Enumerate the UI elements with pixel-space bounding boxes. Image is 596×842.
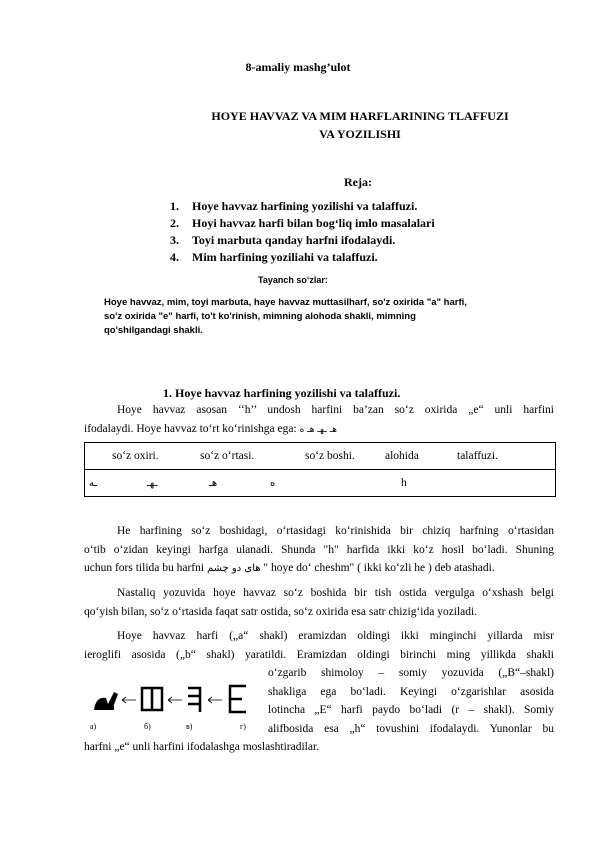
page-title-line2: VA YOZILISHI (319, 127, 401, 141)
keywords-text: Hoye havvaz, mim, toyi marbuta, haye havvaz muttasilharf, so'z oxirida "a" harfi, so'z oxirida "e" harfi, to't ko'rinish, mimning alohoda shakli, mimning qo'shilgandagi shakli. (104, 297, 467, 336)
plan-list (170, 199, 435, 267)
figure-label: в) (186, 722, 193, 731)
table-cell: h (401, 477, 407, 489)
glyph-v-icon (188, 688, 200, 712)
paragraph-history-wrap: o‘zgarib shimoloy – somiy yozuvida („B“–shakl) shakliga ega bo‘ladi. Keyingi o‘zgarishlar asosida lotincha „E“ harfi paydo bo‘ladi (r – shakl). Somiy alifbosida esa „h“ tovushini ifodalaydi. Yunonlar bu (268, 667, 554, 735)
table-header-row (85, 443, 555, 469)
hieroglyph-a-icon (94, 692, 118, 710)
paragraph-intro: Hoye havvaz asosan ‘‘h’’ undosh harfini ba’zan so‘z oxirida „e“ unli harfini ifodalaydi. Hoye havvaz to‘rt ko‘rinishga ega: هـ ـهـ هـ ه (84, 404, 554, 435)
page-title: HOYE HAVVAZ VA MIM HARFLARINING TLAFFUZI (211, 109, 509, 123)
paragraph-history-end: harfni „e“ unli harfini ifodalashga moslashtiradilar. (84, 741, 320, 753)
exercise-header: 8-amaliy mashg’ulot (245, 60, 351, 74)
figure-label: б) (144, 722, 151, 731)
plan-item: 2. Hoyi havvaz harfi bilan bog‘liq imlo masalalari (170, 216, 435, 230)
section-heading: 1. Hoye havvaz harfining yozilishi va talaffuzi. (163, 386, 401, 400)
table-header: alohida (385, 450, 419, 462)
arrow-left-icon (122, 697, 136, 703)
glyph-b-icon (142, 688, 162, 710)
figure-label: a) (90, 722, 97, 731)
figure-label: г) (240, 722, 246, 731)
glyph-e-icon (230, 686, 246, 712)
table-cell: ـه (89, 477, 98, 489)
table-cell: هـ (209, 477, 218, 489)
table-cell: ه (270, 477, 276, 489)
letter-evolution-figure (84, 676, 264, 738)
plan-heading: Reja: (344, 175, 372, 189)
paragraph-he: He harfining so‘z boshidagi, o‘rtasidagi ko‘rinishida bir chiziq harfning o‘rtasidan o‘tib o‘zidan keyingi harfga ulanadi. Shunda "h" harfida ikki ko‘z hosil bo‘ladi. Shuning uchun fors tilida bu harfni های دو چشم " hoye do‘ cheshm" ( ikki ko‘zli he ) deb atashadi. (84, 525, 554, 574)
table-header: talaffuzi. (457, 450, 498, 462)
arrow-left-icon (208, 697, 222, 703)
letter-forms-table (84, 442, 556, 497)
plan-item: 4. Mim harfining yoziliahi va talaffuzi. (170, 250, 378, 264)
table-header: so‘z boshi. (305, 450, 355, 462)
table-header: so‘z oxiri. (112, 450, 159, 462)
table-row (85, 469, 555, 496)
keywords-heading: Tayanch so‘zlar: (258, 275, 328, 285)
letter-evolution-svg (84, 676, 264, 738)
table-cell: ـهـ (147, 477, 158, 489)
table-header: so‘z o‘rtasi. (200, 450, 255, 462)
plan-item: 3. Toyi marbuta qanday harfni ifodalaydi. (170, 233, 396, 247)
plan-item: 1. Hoye havvaz harfining yozilishi va talaffuzi. (170, 199, 418, 213)
paragraph-nastaliq: Nastaliq yozuvida hoye havvaz so‘z boshida bir tish ostida vergulga o‘xshash belgi qo‘yish bilan, so‘z o‘rtasida faqat satr ostida, so‘z oxirida esa satr chizig‘ida yoziladi. (84, 587, 554, 618)
arrow-left-icon (168, 697, 182, 703)
paragraph-history: Hoye havvaz harfi („a“ shakl) eramizdan oldingi ikki minginchi yillarda misr ieroglifi asosida („b“ shakl) yaratildi. Eramizdan oldingi birinchi ming yillikda shakli (84, 630, 554, 661)
